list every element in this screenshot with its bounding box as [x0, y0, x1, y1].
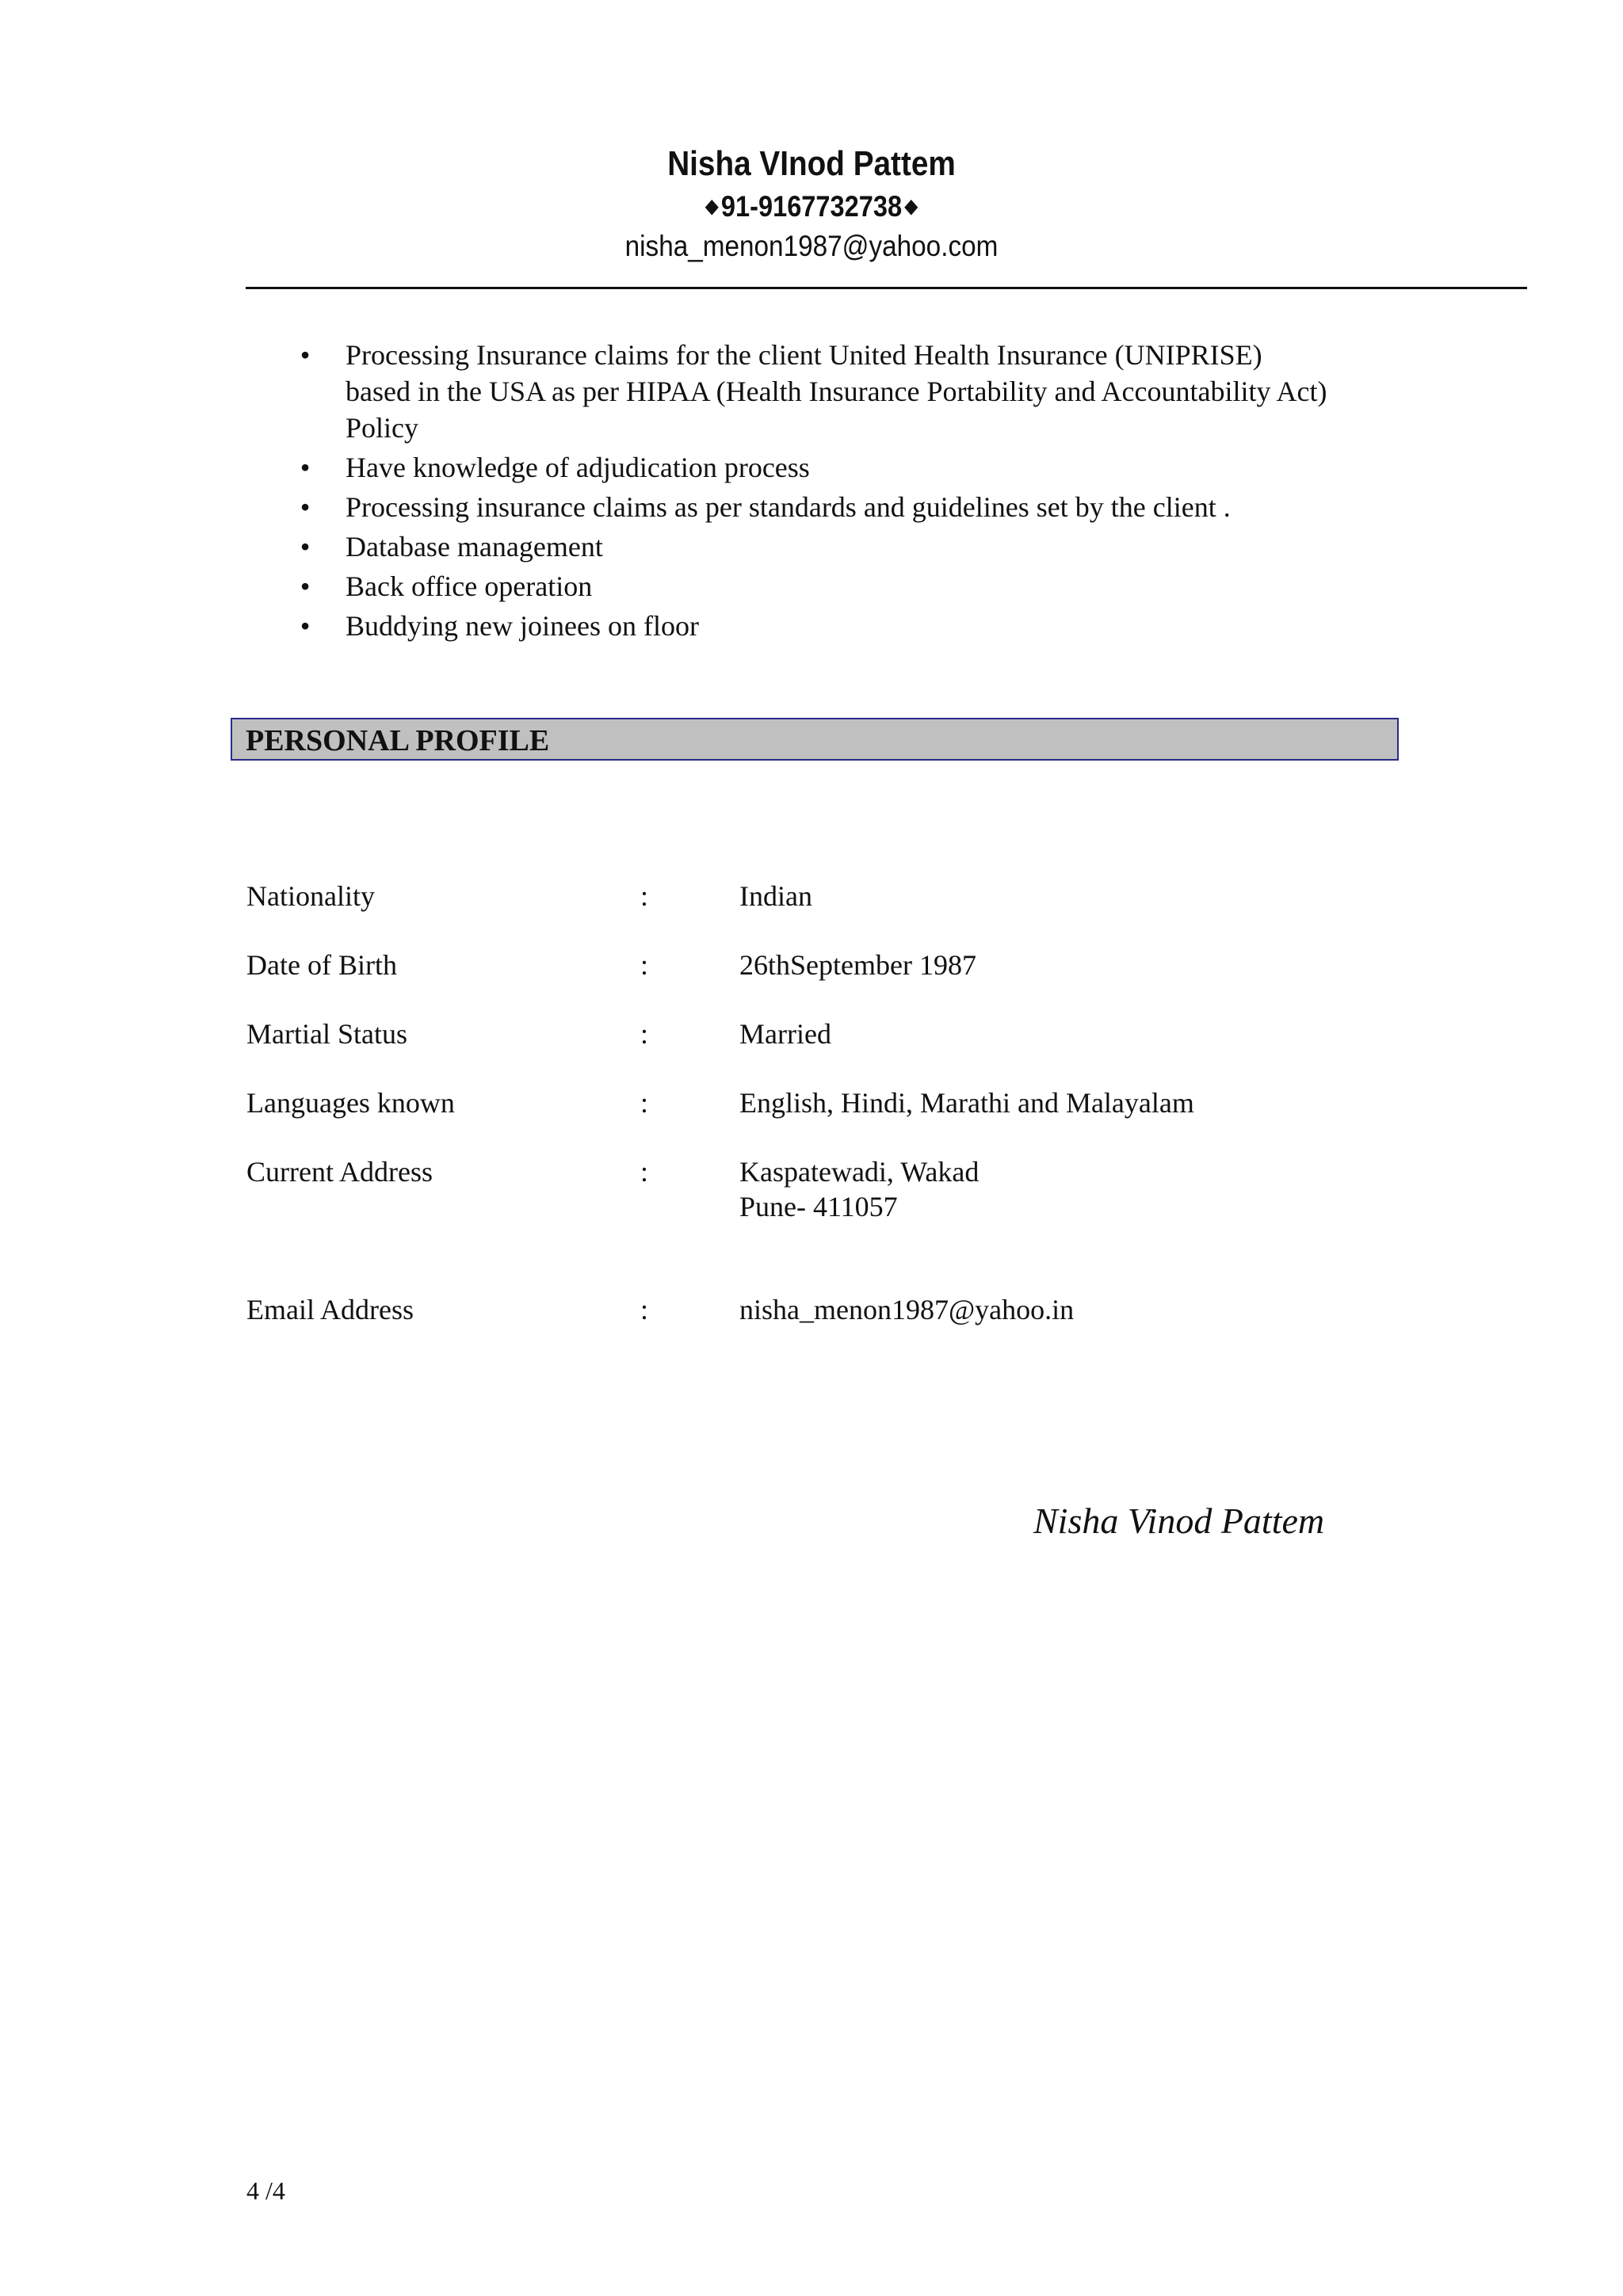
list-item [293, 608, 1387, 644]
list-item [293, 449, 1387, 486]
profile-separator: : [640, 1156, 649, 1188]
bullet-icon: • [300, 531, 311, 563]
profile-separator: : [640, 1018, 649, 1050]
profile-row-current-address [246, 1154, 1435, 1222]
profile-value: Indian [739, 880, 812, 912]
duties-list [293, 337, 1387, 647]
section-title: PERSONAL PROFILE [246, 724, 550, 757]
profile-label: Email Address [246, 1294, 414, 1325]
resume-header [0, 141, 1623, 266]
header-divider [246, 287, 1527, 289]
candidate-name: Nisha VInod Pattem [667, 144, 956, 183]
profile-separator: : [640, 949, 649, 981]
bullet-icon: • [300, 452, 311, 483]
diamond-right-icon: ◆ [904, 196, 918, 217]
profile-label: Languages known [246, 1087, 455, 1119]
list-item [293, 568, 1387, 605]
list-item [293, 528, 1387, 565]
profile-row-email [246, 1291, 1435, 1328]
list-item [293, 337, 1387, 446]
profile-row-marital-status [246, 1016, 1435, 1052]
duty-text: Processing Insurance claims for the client United Health Insurance (UNIPRISE) based in the USA as per HIPAA (Health Insurance Portability and Accountability Act) Policy [346, 339, 1327, 444]
profile-row-languages [246, 1085, 1435, 1121]
profile-separator: : [640, 880, 649, 912]
profile-separator: : [640, 1294, 649, 1325]
page-number: 4 /4 [246, 2176, 285, 2205]
signature-name: Nisha Vinod Pattem [1033, 1501, 1325, 1541]
bullet-icon: • [300, 570, 311, 602]
profile-value: Married [739, 1018, 831, 1050]
list-item [293, 489, 1387, 525]
diamond-left-icon: ◆ [705, 196, 719, 217]
profile-value: Kaspatewadi, Wakad [739, 1156, 980, 1188]
profile-label: Nationality [246, 880, 375, 912]
profile-row-nationality [246, 878, 1435, 914]
duty-text: Back office operation [346, 570, 593, 602]
duty-text: Database management [346, 531, 603, 563]
duty-text: Have knowledge of adjudication process [346, 452, 810, 483]
duty-text: Processing insurance claims as per standards and guidelines set by the client . [346, 491, 1231, 523]
profile-value-line2: Pune- 411057 [739, 1191, 898, 1222]
profile-row-date-of-birth [246, 947, 1435, 983]
phone-number: 91-9167732738 [720, 190, 903, 223]
profile-label: Date of Birth [246, 949, 397, 981]
bullet-icon: • [300, 610, 311, 642]
duty-text: Buddying new joinees on floor [346, 610, 699, 642]
profile-label: Current Address [246, 1156, 433, 1188]
profile-value: 26thSeptember 1987 [739, 949, 976, 981]
personal-profile-heading-box [231, 718, 1399, 761]
profile-value: English, Hindi, Marathi and Malayalam [739, 1087, 1194, 1119]
bullet-icon: • [300, 339, 311, 371]
profile-value: nisha_menon1987@yahoo.in [739, 1294, 1075, 1325]
profile-separator: : [640, 1087, 649, 1119]
bullet-icon: • [300, 491, 311, 523]
header-email: nisha_menon1987@yahoo.com [624, 230, 999, 262]
phone-line [97, 187, 1526, 227]
profile-label: Martial Status [246, 1018, 407, 1050]
